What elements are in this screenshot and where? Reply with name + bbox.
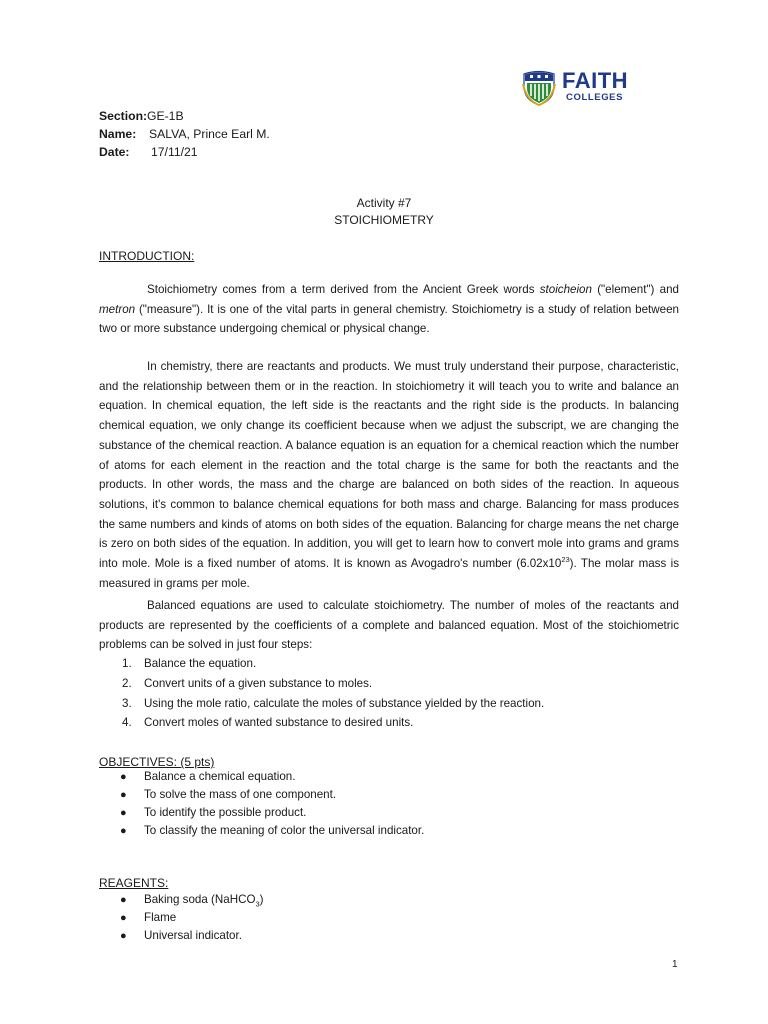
name-label: Name: <box>99 127 137 141</box>
topic-title: STOICHIOMETRY <box>334 213 434 227</box>
faith-colleges-logo <box>522 68 652 108</box>
logo-sub-text: COLLEGES <box>566 92 624 103</box>
list-item: 2. Convert units of a given substance to moles. <box>122 676 373 690</box>
intro-paragraph-3: Balanced equations are used to calculate stoichiometry. The number of moles of the reactants and products are represented by the coefficients of a complete and balanced equation. Most of the stoichiometric problems can be solved in just four steps: <box>99 599 679 652</box>
name-field <box>99 126 270 142</box>
date-value: 17/11/21 <box>151 145 198 159</box>
section-field <box>99 108 184 124</box>
bullet-icon: ● <box>120 894 127 906</box>
section-value: GE-1B <box>147 109 184 123</box>
section-label: Section: <box>99 109 148 123</box>
shield-emblem-icon <box>522 70 556 106</box>
steps-list <box>122 654 682 733</box>
list-item: 4. Convert moles of wanted substance to desired units. <box>122 716 414 730</box>
bullet-icon: ● <box>120 825 127 837</box>
activity-title: Activity #7 <box>356 196 412 210</box>
intro-paragraph-2: In chemistry, there are reactants and products. We must truly understand their purpose, characteristic, and the relationship between them or in the reaction. In stoichiometry it will teach you to write and balance an equation. In chemical equation, the left side is the reactants and the right side is the products. In balancing chemical equation, we only change its coefficient because when we adjust the subscript, we are changing the substance of the chemical reaction. A balance equation is an equation for a chemical reaction which the number of atoms for each element in the reaction and the total charge is the same for both the reactants and the products. In other words, the mass and the charge are balanced on both sides of the reaction. In aqueous solutions, it's common to balance chemical equations for both mass and charge. Balancing for mass produces the same numbers and kinds of atoms on both sides of the equation. Balancing for charge means the net charge is zero on both sides of the equation. In addition, you will get to learn how to convert mole into grams and grams into mole. Mole is a fixed number of atoms. It is known as Avogadro's number $(6.02x10^{23})$. The molar mass is measured in grams per mole. <box>99 360 679 590</box>
list-item: 1. Balance the equation. <box>122 657 257 670</box>
date-label: Date: <box>99 145 130 159</box>
list-item: 3. Using the mole ratio, calculate the moles of substance yielded by the reaction. <box>122 696 545 710</box>
bullet-icon: ● <box>120 912 127 924</box>
objectives-list <box>120 768 680 840</box>
list-item: ● Universal indicator. <box>120 927 680 945</box>
introduction-heading: INTRODUCTION: <box>99 249 195 263</box>
page-number: 1 <box>672 959 678 970</box>
list-item: ● To classify the meaning of color the universal indicator. <box>120 822 680 840</box>
bullet-icon: ● <box>120 771 127 783</box>
list-item: ● Flame <box>120 909 680 927</box>
list-item: ● Baking soda (NaHCO$_3$) <box>120 893 264 909</box>
intro-paragraph-1: Stoichiometry comes from a term derived from the Ancient Greek words stoicheion ("element") and metron ("measure"). It is one of the vital parts in general chemistry. Stoichiometry is a study of relation between two or more substance undergoing chemical or physical change. <box>99 283 679 336</box>
bullet-icon: ● <box>120 807 127 819</box>
objectives-heading: OBJECTIVES: (5 pts) <box>99 755 215 769</box>
bullet-icon: ● <box>120 930 127 942</box>
list-item: ● To identify the possible product. <box>120 804 680 822</box>
logo-brand-text: FAITH <box>562 68 629 93</box>
list-item: ● To solve the mass of one component. <box>120 786 680 804</box>
name-value: SALVA, Prince Earl M. <box>149 127 270 141</box>
date-field <box>99 144 198 160</box>
reagents-heading: REAGENTS: <box>99 876 169 890</box>
list-item: ● Balance a chemical equation. <box>120 768 680 786</box>
bullet-icon: ● <box>120 789 127 801</box>
reagents-list <box>120 891 680 945</box>
